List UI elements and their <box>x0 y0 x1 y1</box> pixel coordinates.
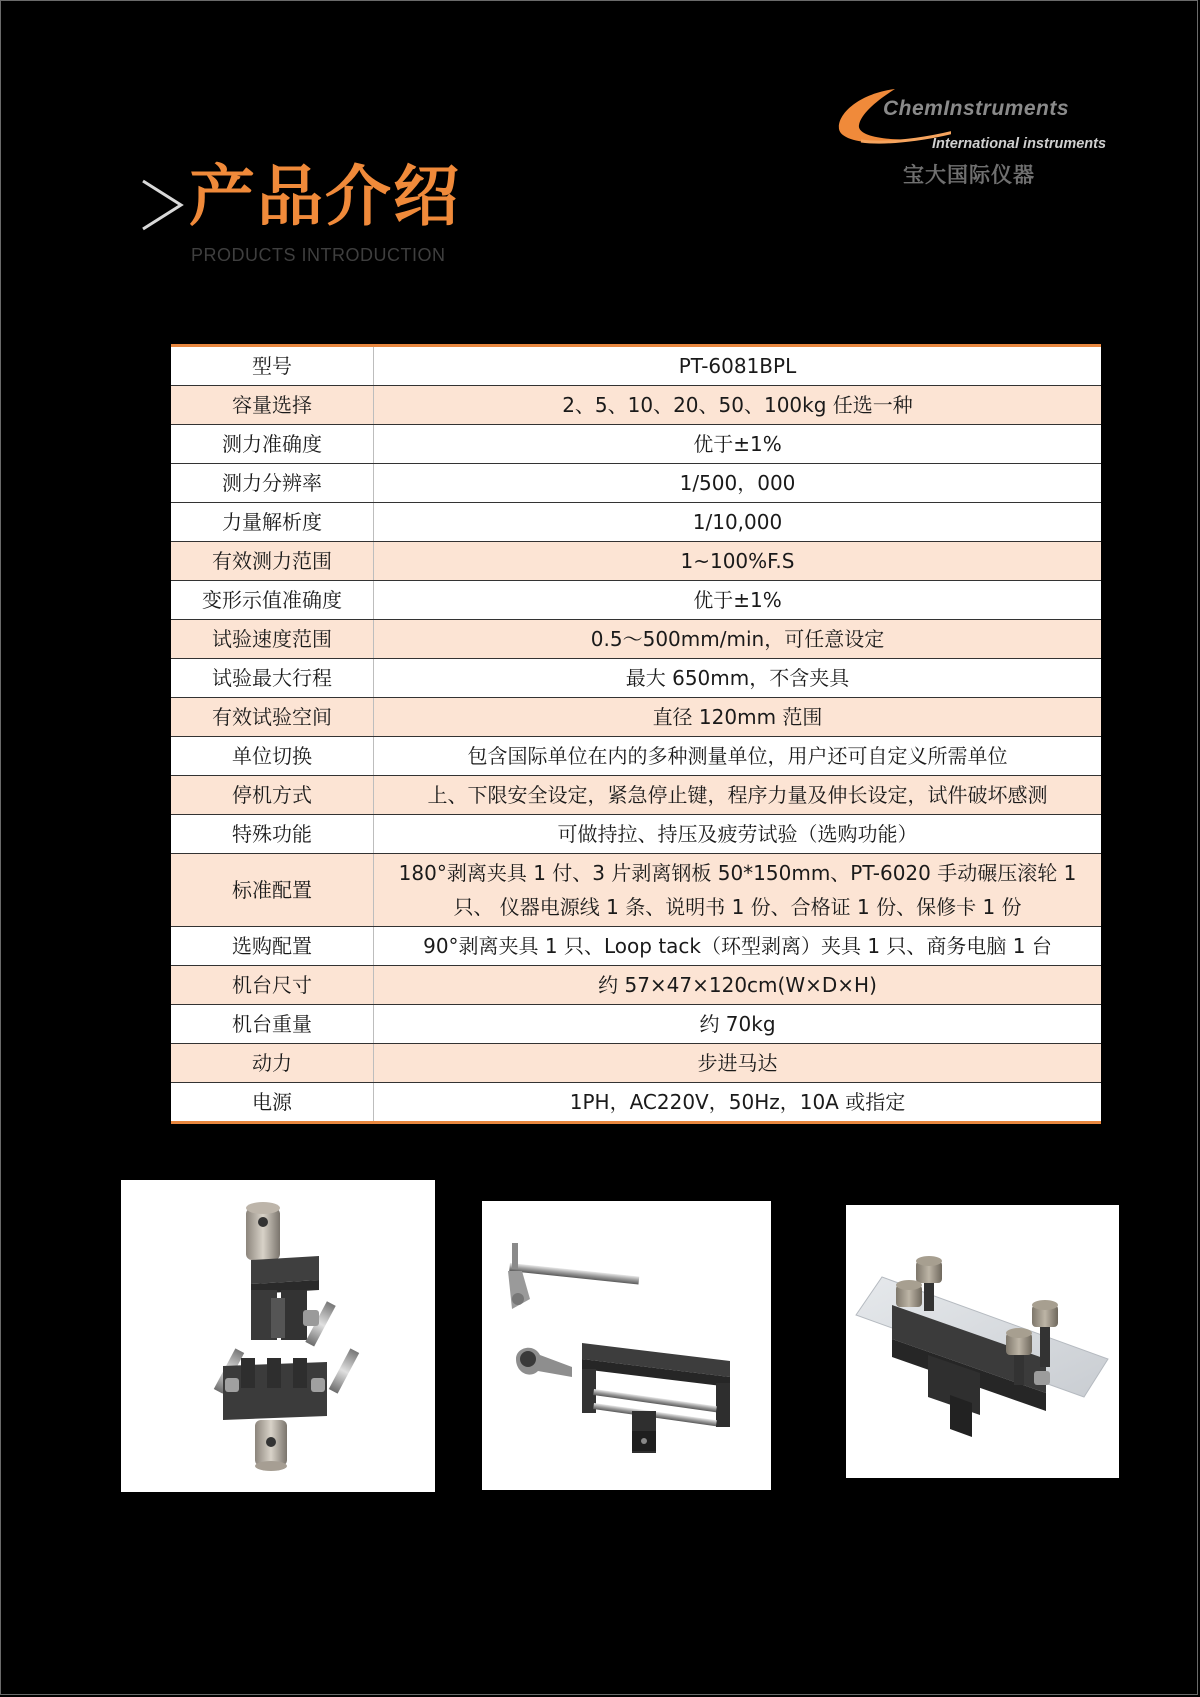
spec-label: 型号 <box>171 346 374 386</box>
spec-label: 停机方式 <box>171 776 374 815</box>
spec-value: 2、5、10、20、50、100kg 任选一种 <box>374 386 1102 425</box>
photo-90-degree-peel-fixture <box>482 1201 771 1490</box>
spec-value: 直径 120mm 范围 <box>374 698 1102 737</box>
spec-label: 机台尺寸 <box>171 966 374 1005</box>
spec-value: 优于±1% <box>374 425 1102 464</box>
spec-label: 选购配置 <box>171 927 374 966</box>
spec-label: 试验最大行程 <box>171 659 374 698</box>
spec-value: PT-6081BPL <box>374 346 1102 386</box>
spec-label: 电源 <box>171 1083 374 1123</box>
page-subtitle: PRODUCTS INTRODUCTION <box>191 245 446 265</box>
spec-value: 约 70kg <box>374 1005 1102 1044</box>
loop-tack-fixture-icon <box>846 1205 1119 1478</box>
table-row <box>171 346 1101 386</box>
table-row <box>171 966 1101 1005</box>
90-degree-peel-fixture-icon <box>482 1201 771 1490</box>
logo-tagline: International instruments <box>932 136 1107 152</box>
table-row <box>171 620 1101 659</box>
spec-value: 1/500，000 <box>374 464 1102 503</box>
spec-value: 0.5～500mm/min，可任意设定 <box>374 620 1102 659</box>
spec-label: 测力准确度 <box>171 425 374 464</box>
spec-value: 最大 650mm，不含夹具 <box>374 659 1102 698</box>
spec-label: 机台重量 <box>171 1005 374 1044</box>
spec-value: 上、下限安全设定，紧急停止键，程序力量及伸长设定，试件破坏感测 <box>374 776 1102 815</box>
table-row <box>171 503 1101 542</box>
table-row <box>171 542 1101 581</box>
photo-peel-grips <box>121 1180 435 1492</box>
table-row <box>171 659 1101 698</box>
spec-table <box>171 344 1101 1124</box>
spec-label: 标准配置 <box>171 854 374 927</box>
spec-value: 约 57×47×120cm(W×D×H) <box>374 966 1102 1005</box>
spec-label: 有效试验空间 <box>171 698 374 737</box>
spec-label: 单位切换 <box>171 737 374 776</box>
photo-loop-tack-fixture <box>846 1205 1119 1478</box>
spec-label: 变形示值准确度 <box>171 581 374 620</box>
table-row <box>171 776 1101 815</box>
table-row <box>171 815 1101 854</box>
table-row <box>171 1083 1101 1123</box>
table-row <box>171 581 1101 620</box>
logo-cn-name: 宝大国际仪器 <box>903 163 1035 187</box>
page-title: 产品介绍 <box>189 158 461 235</box>
spec-label: 容量选择 <box>171 386 374 425</box>
spec-value: 可做持拉、持压及疲劳试验（选购功能） <box>374 815 1102 854</box>
table-row <box>171 464 1101 503</box>
peel-grip-fixture-icon <box>121 1180 435 1492</box>
company-logo <box>831 81 1131 191</box>
logo-name: ChemInstruments <box>883 97 1070 120</box>
table-row <box>171 698 1101 737</box>
spec-label: 测力分辨率 <box>171 464 374 503</box>
spec-label: 试验速度范围 <box>171 620 374 659</box>
table-row <box>171 927 1101 966</box>
chevron-icon <box>139 175 189 235</box>
spec-label: 动力 <box>171 1044 374 1083</box>
spec-value: 1~100%F.S <box>374 542 1102 581</box>
spec-label: 力量解析度 <box>171 503 374 542</box>
table-row <box>171 1044 1101 1083</box>
table-row <box>171 425 1101 464</box>
spec-value: 180°剥离夹具 1 付、3 片剥离钢板 50*150mm、PT-6020 手动碾压滚轮 1 只、 仪器电源线 1 条、说明书 1 份、合格证 1 份、保修卡 1 份 <box>374 854 1102 927</box>
table-row <box>171 854 1101 927</box>
spec-value: 步进马达 <box>374 1044 1102 1083</box>
table-row <box>171 386 1101 425</box>
spec-value: 1PH，AC220V，50Hz，10A 或指定 <box>374 1083 1102 1123</box>
spec-value: 包含国际单位在内的多种测量单位，用户还可自定义所需单位 <box>374 737 1102 776</box>
spec-label: 特殊功能 <box>171 815 374 854</box>
spec-value: 90°剥离夹具 1 只、Loop tack（环型剥离）夹具 1 只、商务电脑 1 台 <box>374 927 1102 966</box>
spec-label: 有效测力范围 <box>171 542 374 581</box>
table-row <box>171 1005 1101 1044</box>
table-row <box>171 737 1101 776</box>
spec-value: 优于±1% <box>374 581 1102 620</box>
spec-value: 1/10,000 <box>374 503 1102 542</box>
